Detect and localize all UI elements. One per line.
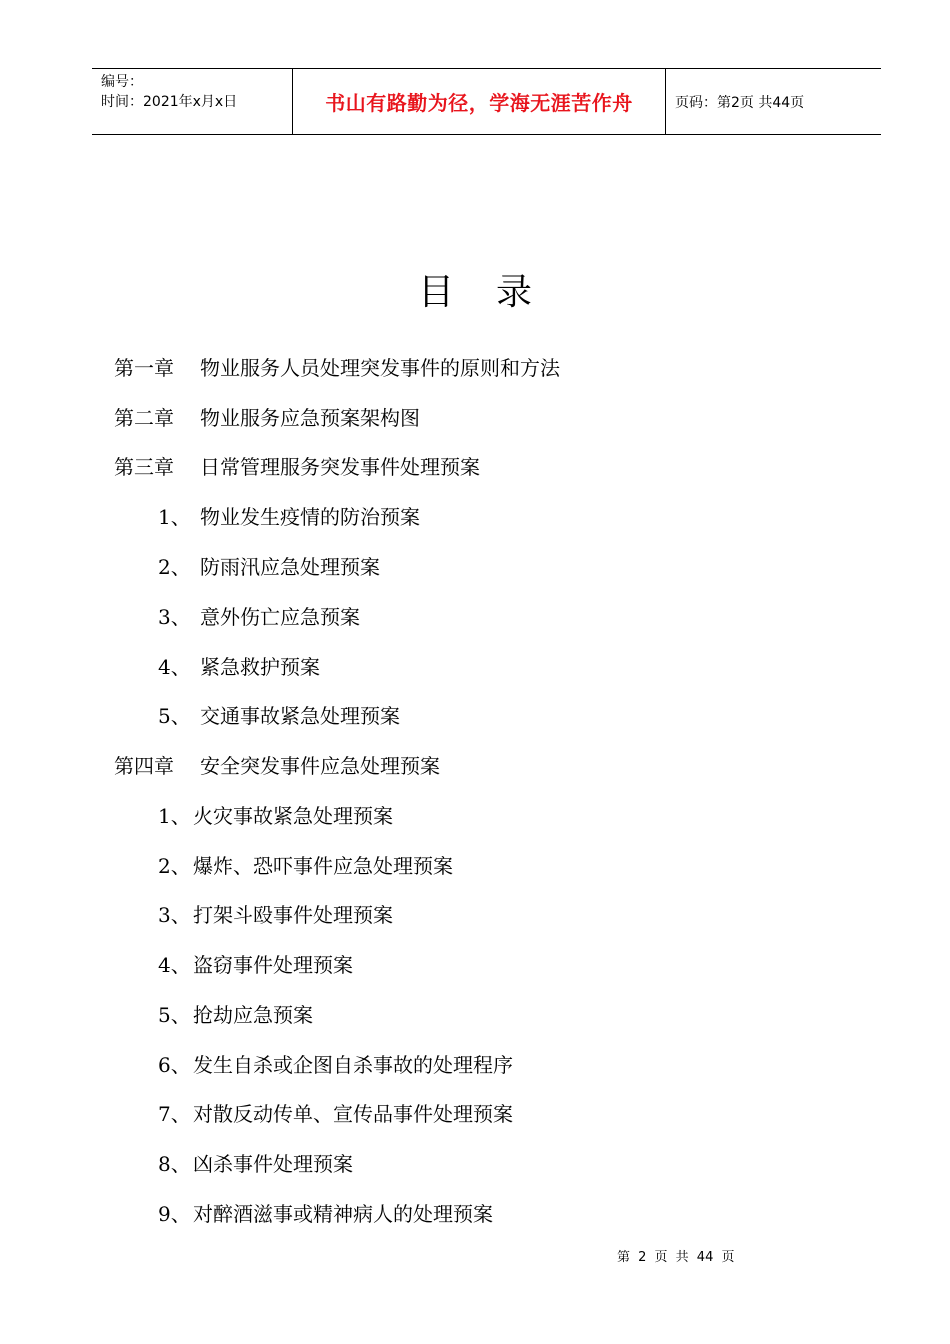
toc-item-text: 物业服务人员处理突发事件的原则和方法 [200, 356, 560, 380]
toc-item-text: 打架斗殴事件处理预案 [193, 903, 393, 927]
toc-item-number: 1、 [158, 804, 191, 828]
toc-item-text: 盗窃事件处理预案 [193, 953, 353, 977]
toc-item-number: 3、 [158, 903, 191, 927]
header-number-label: 编号： [101, 74, 143, 90]
toc-item-number: 4、 [158, 655, 191, 679]
toc-item-number: 5、 [158, 1003, 191, 1027]
header-motto: 书山有路勤为径，学海无涯苦作舟 [293, 69, 666, 134]
header-time-label: 时间：2021年x月x日 [101, 94, 238, 110]
toc-item-text: 爆炸、恐吓事件应急处理预案 [193, 854, 453, 878]
toc-item-number: 1、 [158, 505, 191, 529]
toc-item-number: 9、 [158, 1202, 191, 1226]
page-footer: 第 2 页 共 44 页 [617, 1250, 735, 1265]
toc-item-text: 发生自杀或企图自杀事故的处理程序 [193, 1053, 513, 1077]
toc-item-text: 安全突发事件应急处理预案 [200, 754, 440, 778]
toc-item-number: 5、 [158, 704, 191, 728]
toc-item-number: 第三章 [114, 455, 174, 479]
toc-item-text: 对散反动传单、宣传品事件处理预案 [193, 1102, 513, 1126]
toc-item-number: 3、 [158, 605, 191, 629]
toc-item-number: 2、 [158, 555, 191, 579]
toc-item-number: 7、 [158, 1102, 191, 1126]
toc-item-text: 凶杀事件处理预案 [193, 1152, 353, 1176]
toc-item-number: 2、 [158, 854, 191, 878]
toc-item-text: 物业服务应急预案架构图 [200, 406, 420, 430]
toc-item-number: 第二章 [114, 406, 174, 430]
page-header [92, 68, 881, 135]
document-title: 目录 [417, 272, 574, 313]
toc-item-number: 第一章 [114, 356, 174, 380]
toc-item-text: 交通事故紧急处理预案 [200, 704, 400, 728]
header-meta [92, 69, 293, 134]
toc-item-text: 意外伤亡应急预案 [200, 605, 360, 629]
toc-item-text: 防雨汛应急处理预案 [200, 555, 380, 579]
toc-item-number: 4、 [158, 953, 191, 977]
toc-item-number: 第四章 [114, 754, 174, 778]
toc-item-text: 日常管理服务突发事件处理预案 [200, 455, 480, 479]
toc-item-text: 对醉酒滋事或精神病人的处理预案 [193, 1202, 493, 1226]
toc-item-number: 8、 [158, 1152, 191, 1176]
toc-item-number: 6、 [158, 1053, 191, 1077]
toc-item-text: 抢劫应急预案 [193, 1003, 313, 1027]
toc-item-text: 火灾事故紧急处理预案 [193, 804, 393, 828]
toc-item-text: 紧急救护预案 [200, 655, 320, 679]
header-page-info: 页码：第2页 共44页 [675, 94, 805, 111]
toc-item-text: 物业发生疫情的防治预案 [200, 505, 420, 529]
